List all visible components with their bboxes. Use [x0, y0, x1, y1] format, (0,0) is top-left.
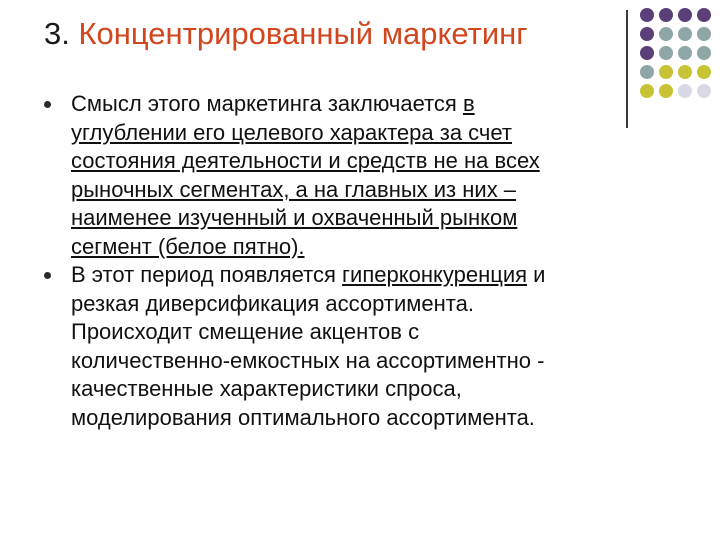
bullet-item — [44, 261, 674, 432]
bullet-dot-icon — [44, 101, 51, 108]
decorative-dot — [697, 27, 711, 41]
bullet-text-line: рыночных сегментах, а на главных из них – — [71, 176, 517, 202]
decorative-dot — [678, 84, 692, 98]
bullet-text-line: количественно-емкостных на ассортиментно - — [71, 347, 545, 373]
decorative-dot — [640, 8, 654, 22]
bullet-dot-icon — [44, 272, 51, 279]
decorative-dot — [659, 65, 673, 79]
decorative-dot — [678, 8, 692, 22]
slide-title — [44, 14, 528, 54]
bullet-text-line: Смысл этого маркетинга заключается в — [71, 91, 475, 116]
decorative-dot — [678, 46, 692, 60]
bullet-text-line: сегмент (белое пятно). — [71, 233, 305, 259]
decorative-dot — [678, 27, 692, 41]
bullet-text-line: наименее изученный и охваченный рынком — [71, 205, 518, 230]
decorative-dot — [659, 8, 673, 22]
decorative-dot — [697, 84, 711, 98]
decorative-dot — [697, 8, 711, 22]
title-text: Концентрированный маркетинг — [78, 16, 528, 51]
decorative-dot — [659, 27, 673, 41]
bullet-text-line: В этот период появляется гиперконкуренция и — [71, 262, 546, 287]
title-number: 3. — [44, 16, 70, 51]
bullet-text-line: Происходит смещение акцентов с — [71, 319, 420, 344]
decorative-dot — [659, 46, 673, 60]
decorative-dot — [640, 65, 654, 79]
decorative-dot — [697, 46, 711, 60]
bullet-text-line: качественные характеристики спроса, — [71, 376, 462, 401]
bullet-text-line: моделирования оптимального ассортимента. — [71, 404, 535, 430]
decorative-dot — [640, 46, 654, 60]
decorative-dot — [640, 27, 654, 41]
bullet-text-line: состояния деятельности и средств не на всех — [71, 148, 540, 173]
decorative-dot — [678, 65, 692, 79]
bullet-item — [44, 90, 674, 261]
bullet-list — [44, 90, 674, 432]
decorative-dot — [697, 65, 711, 79]
bullet-text-line: углублении его целевого характера за счет — [71, 119, 512, 145]
bullet-text-line: резкая диверсификация ассортимента. — [71, 290, 474, 316]
